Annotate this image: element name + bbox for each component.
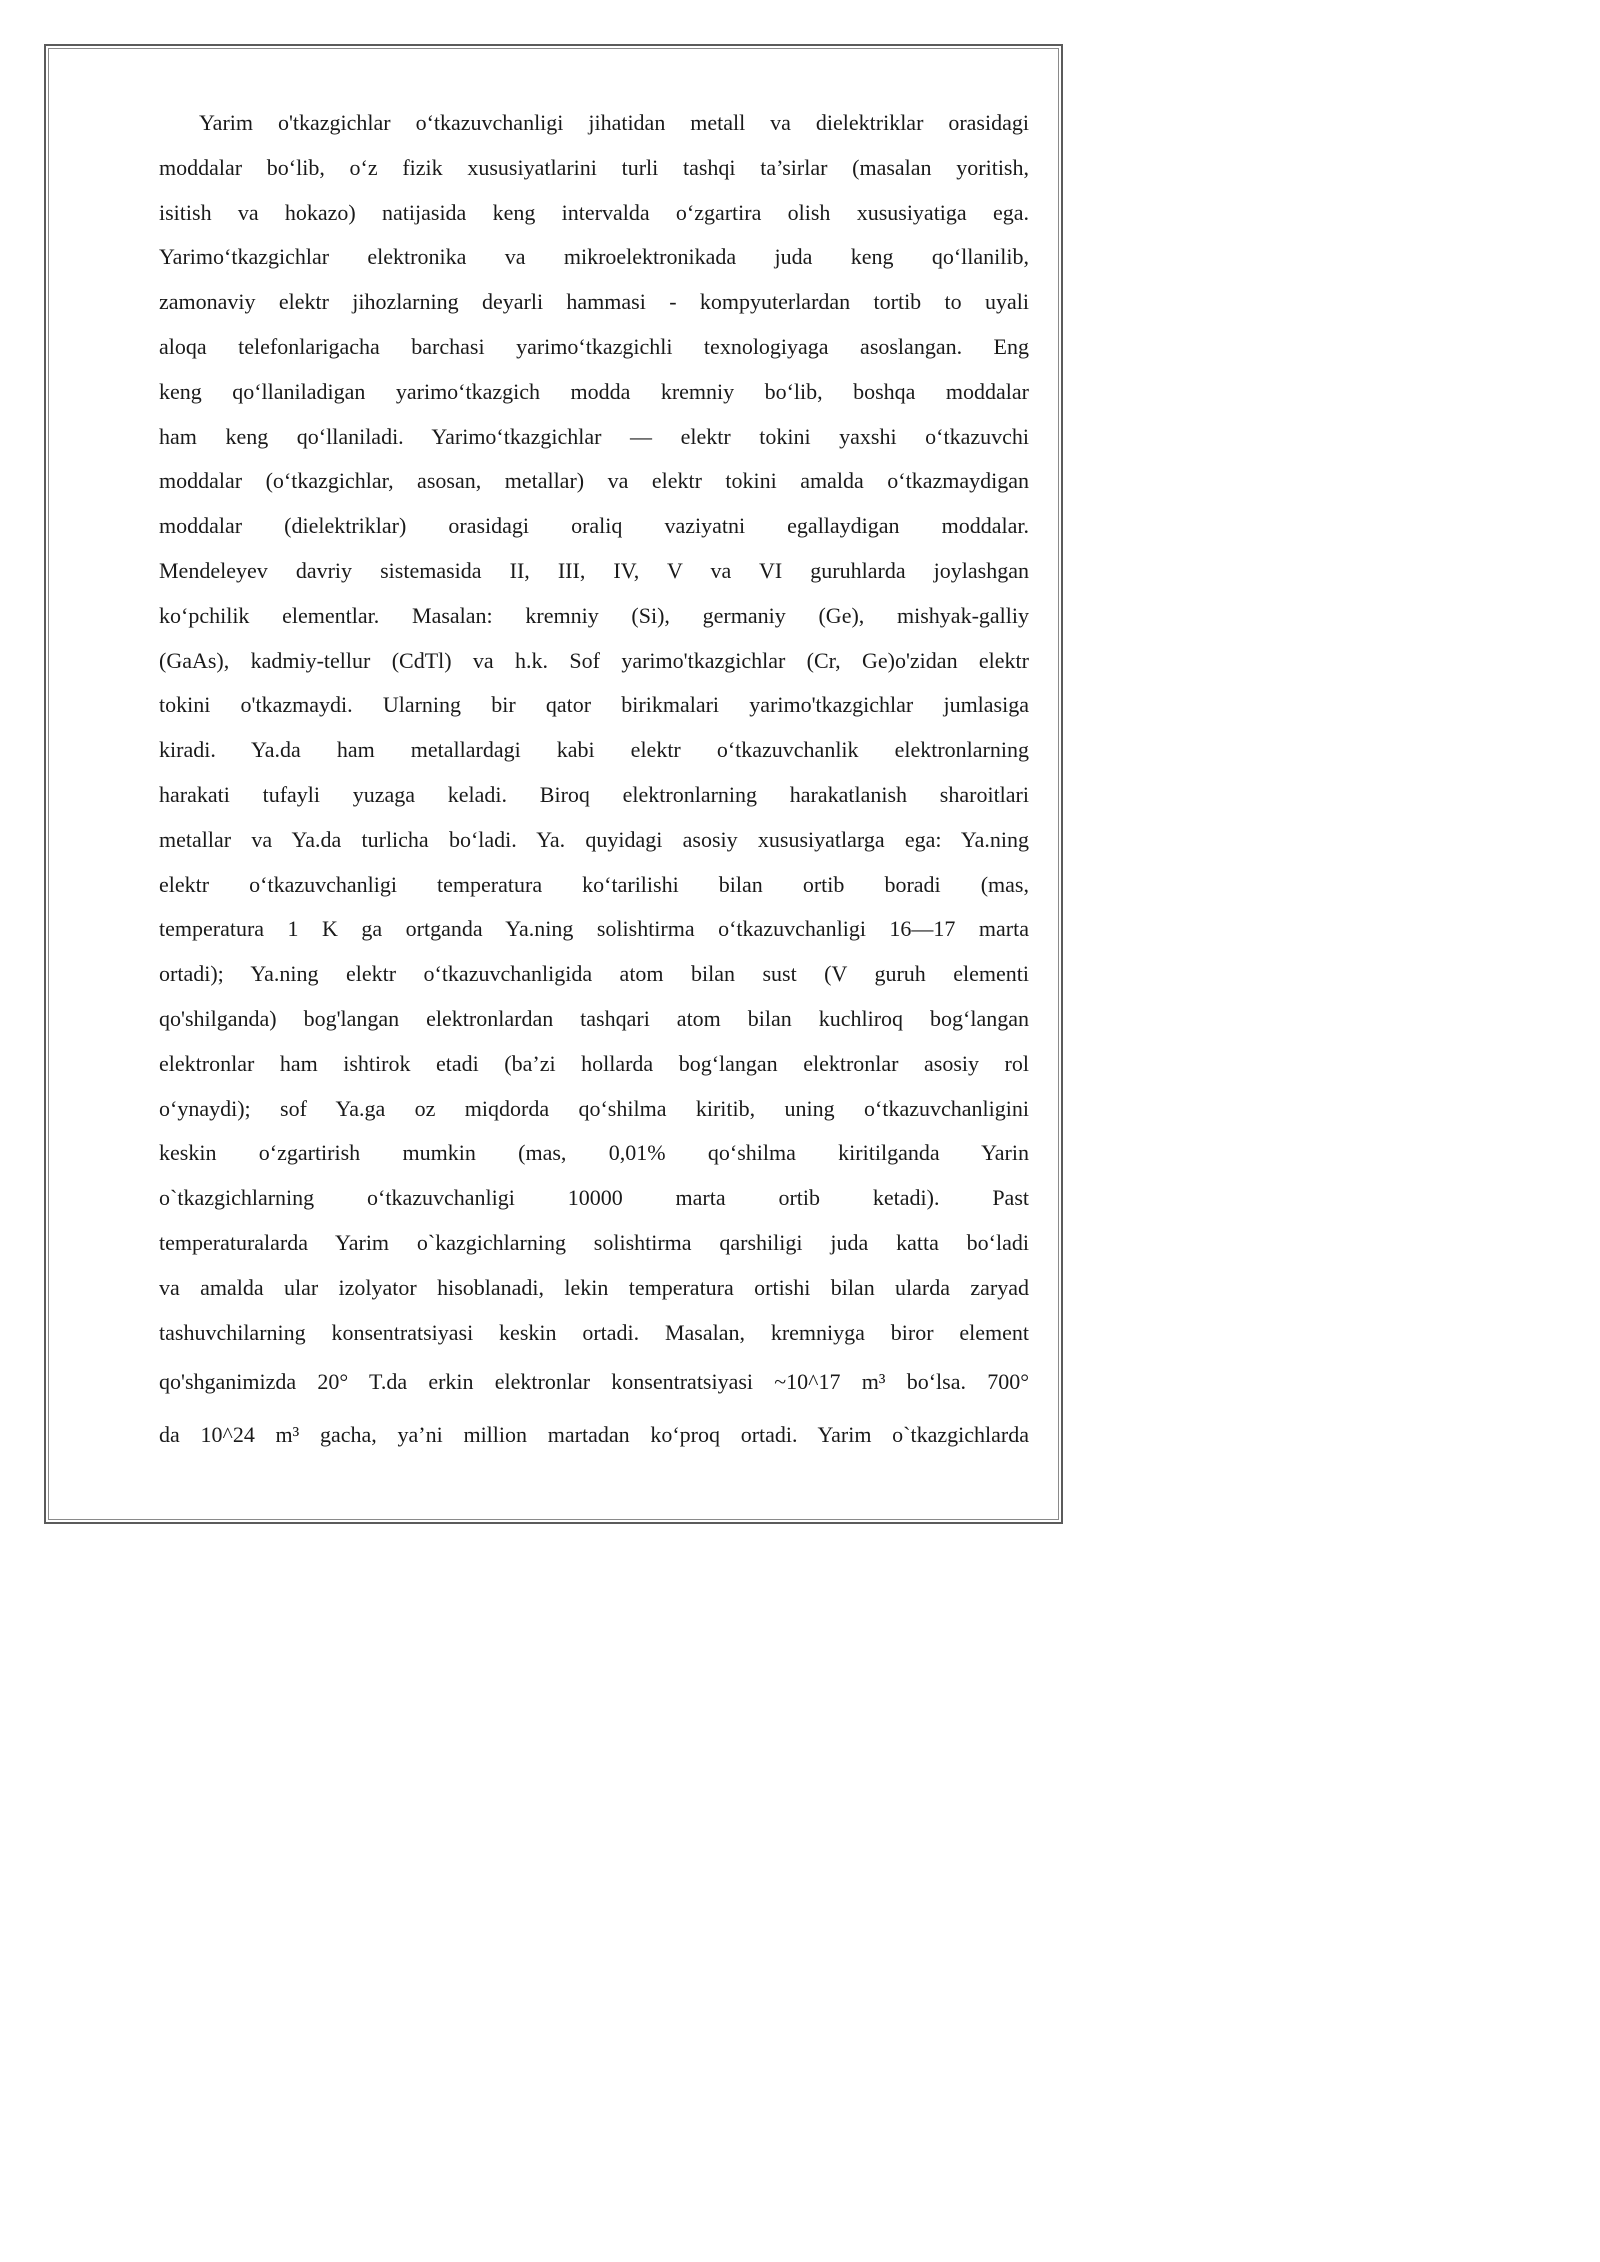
text-line: ham keng qo‘llaniladi. Yarimo‘tkazgichlar — elektr tokini yaxshi o‘tkazuvchi [159, 423, 1029, 449]
text-line: Yarim o'tkazgichlar o‘tkazuvchanligi jihatidan metall va dielektriklar orasidagi [199, 110, 1029, 135]
text-line: keskin o‘zgartirish mumkin (mas, 0,01% qo‘shilma kiritilganda Yarin [159, 1140, 1029, 1166]
text-line: harakati tufayli yuzaga keladi. Biroq elektronlarning harakatlanish sharoitlari [159, 781, 1029, 807]
text-line: aloqa telefonlarigacha barchasi yarimo‘tkazgichli texnologiyaga asoslangan. Eng [159, 333, 1029, 359]
text-line: tokini o'tkazmaydi. Ularning bir qator birikmalari yarimo'tkazgichlar jumlasiga [159, 692, 1029, 718]
text-line: moddalar (o‘tkazgichlar, asosan, metallar) va elektr tokini amalda o‘tkazmaydigan [159, 468, 1029, 494]
text-line: elektr o‘tkazuvchanligi temperatura ko‘tarilishi bilan ortib boradi (mas, [159, 871, 1029, 897]
text-line: zamonaviy elektr jihozlarning deyarli hammasi - kompyuterlardan tortib to uyali [159, 289, 1029, 315]
text-line: temperatura 1 K ga ortganda Ya.ning solishtirma o‘tkazuvchanligi 16—17 marta [159, 916, 1029, 942]
text-line: tashuvchilarning konsentratsiyasi keskin ortadi. Masalan, kremniyga biror element [159, 1319, 1029, 1345]
text-line: Yarimo‘tkazgichlar elektronika va mikroelektronikada juda keng qo‘llanilib, [159, 244, 1029, 270]
text-line: temperaturalarda Yarim o`kazgichlarning solishtirma qarshiligi juda katta bo‘ladi [159, 1229, 1029, 1255]
text-line: o`tkazgichlarning o‘tkazuvchanligi 10000 marta ortib ketadi). Past [159, 1185, 1029, 1211]
text-line: o‘ynaydi); sof Ya.ga oz miqdorda qo‘shilma kiritib, uning o‘tkazuvchanligini [159, 1095, 1029, 1121]
text-line: va amalda ular izolyator hisoblanadi, lekin temperatura ortishi bilan ularda zaryad [159, 1274, 1029, 1300]
text-line: ortadi); Ya.ning elektr o‘tkazuvchanligida atom bilan sust (V guruh elementi [159, 961, 1029, 987]
text-line: qo'shilganda) bog'langan elektronlardan tashqari atom bilan kuchliroq bog‘langan [159, 1005, 1029, 1031]
text-line: elektronlar ham ishtirok etadi (ba’zi hollarda bog‘langan elektronlar asosiy rol [159, 1050, 1029, 1076]
text-line: metallar va Ya.da turlicha bo‘ladi. Ya. quyidagi asosiy xususiyatlarga ega: Ya.ning [159, 826, 1029, 852]
document-body [159, 101, 1029, 1461]
text-line: (GaAs), kadmiy-tellur (CdTl) va h.k. Sof yarimo'tkazgichlar (Cr, Ge)o'zidan elektr [159, 647, 1029, 673]
text-line: moddalar bo‘lib, o‘z fizik xususiyatlarini turli tashqi ta’sirlar (masalan yoritish, [159, 154, 1029, 180]
text-line: moddalar (dielektriklar) orasidagi oraliq vaziyatni egallaydigan moddalar. [159, 513, 1029, 539]
text-line: Mendeleyev davriy sistemasida II, III, IV, V va VI guruhlarda joylashgan [159, 557, 1029, 583]
text-line: ko‘pchilik elementlar. Masalan: kremniy (Si), germaniy (Ge), mishyak-galliy [159, 602, 1029, 628]
text-line: keng qo‘llaniladigan yarimo‘tkazgich modda kremniy bo‘lib, boshqa moddalar [159, 378, 1029, 404]
text-line: qo'shganimizda 20° T.da erkin elektronlar konsentratsiyasi ~10^17 m³ bo‘lsa. 700° [159, 1369, 1029, 1395]
text-line: isitish va hokazo) natijasida keng intervalda o‘zgartira olish xususiyatiga ega. [159, 199, 1029, 225]
text-line: da 10^24 m³ gacha, ya’ni million martadan ko‘proq ortadi. Yarim o`tkazgichlarda [159, 1422, 1029, 1448]
text-line: kiradi. Ya.da ham metallardagi kabi elektr o‘tkazuvchanlik elektronlarning [159, 737, 1029, 763]
